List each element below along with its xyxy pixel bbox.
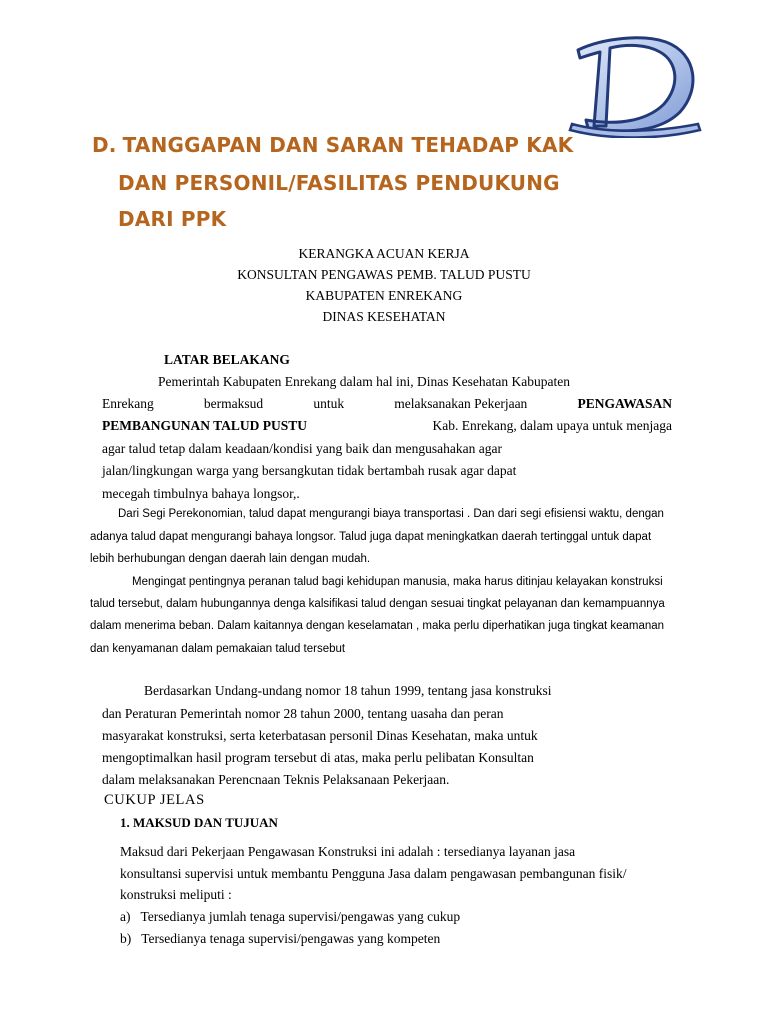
list-item-b <box>120 931 440 947</box>
section-heading-line-3: DARI PPK <box>118 207 227 231</box>
latar-line-6: mecegah timbulnya bahaya longsor,. <box>102 486 300 501</box>
letter-d-logo-icon <box>548 28 708 138</box>
latar-line-1: Pemerintah Kabupaten Enrekang dalam hal ini, Dinas Kesehatan Kabupaten <box>158 374 570 389</box>
heading-marker: D. <box>92 133 117 157</box>
list-marker-b: b) <box>120 931 132 946</box>
sans-b-line-2: talud tersebut, dalam hubungannya denga kalsifikasi talud dengan sesuai tingkat pelayanan dan kemampuannya <box>90 598 665 610</box>
title-line-4: DINAS KESEHATAN <box>322 309 446 324</box>
latar-bold-project: PEMBANGUNAN TALUD PUSTU <box>102 418 308 433</box>
list-marker-a: a) <box>120 909 131 924</box>
title-line-2: KONSULTAN PENGAWAS PEMB. TALUD PUSTU <box>237 267 531 282</box>
sans-b-line-4: dan kenyamanan dalam pemakaian talud tersebut <box>90 643 346 655</box>
latar-line-2 <box>102 396 672 412</box>
latar-heading: LATAR BELAKANG <box>164 352 290 367</box>
latar-line-4: agar talud tetap dalam keadaan/kondisi yang baik dan mengusahakan agar <box>102 441 502 456</box>
list-text-b: Tersedianya tenaga supervisi/pengawas yang kompeten <box>141 931 441 946</box>
section-heading-line-1 <box>92 133 573 157</box>
latar-line-3-rest: Kab. Enrekang, dalam upaya untuk menjaga <box>432 418 672 433</box>
latar-word-bold: PENGAWASAN <box>577 396 672 411</box>
maksud-line-3: konstruksi meliputi : <box>120 887 232 902</box>
maksud-line-1: Maksud dari Pekerjaan Pengawasan Konstruksi ini adalah : tersedianya layanan jasa <box>120 844 576 859</box>
title-line-3: KABUPATEN ENREKANG <box>305 288 463 303</box>
list-item-a <box>120 909 460 925</box>
heading-text-1: TANGGAPAN DAN SARAN TEHADAP KAK <box>122 133 574 157</box>
berdasarkan-line-3: masyarakat konstruksi, serta keterbatasan personil Dinas Kesehatan, maka untuk <box>102 728 538 743</box>
list-text-a: Tersedianya jumlah tenaga supervisi/pengawas yang cukup <box>140 909 461 924</box>
maksud-line-2: konsultansi supervisi untuk membantu Pengguna Jasa dalam pengawasan pembangunan fisik/ <box>120 866 627 881</box>
berdasarkan-line-2: dan Peraturan Pemerintah nomor 28 tahun 2000, tentang uasaha dan peran <box>102 706 504 721</box>
sans-a-line-2: adanya talud dapat mengurangi bahaya longsor. Talud juga dapat meningkatkan daerah tertinggal untuk dapat <box>90 531 652 543</box>
sans-b-line-1: Mengingat pentingnya peranan talud bagi kehidupan manusia, maka harus ditinjau kelayakan konstruksi <box>132 576 663 588</box>
berdasarkan-line-4: mengoptimalkan hasil program tersebut di atas, maka perlu pelibatan Konsultan <box>102 750 534 765</box>
sans-a-line-3: lebih berhubungan dengan daerah lain dengan mudah. <box>90 553 371 565</box>
latar-word: untuk <box>313 396 345 411</box>
maksud-heading: 1. MAKSUD DAN TUJUAN <box>120 815 278 830</box>
title-line-1: KERANGKA ACUAN KERJA <box>298 246 470 261</box>
sans-b-line-3: dalam menerima beban. Dalam kaitannya dengan keselamatan , maka perlu diperhatikan juga tingkat keamanan <box>90 620 665 632</box>
cukup-jelas-label: CUKUP JELAS <box>104 792 205 808</box>
section-heading-line-2: DAN PERSONIL/FASILITAS PENDUKUNG <box>118 171 560 195</box>
latar-word: melaksanakan Pekerjaan <box>394 396 528 411</box>
latar-line-5: jalan/lingkungan warga yang bersangkutan tidak bertambah rusak agar dapat <box>102 463 517 478</box>
latar-word: bermaksud <box>203 396 264 411</box>
berdasarkan-line-5: dalam melaksanakan Perencnaan Teknis Pelaksanaan Pekerjaan. <box>102 772 450 787</box>
latar-word: Enrekang <box>102 396 154 411</box>
sans-a-line-1: Dari Segi Perekonomian, talud dapat mengurangi biaya transportasi . Dan dari segi efisiensi waktu, dengan <box>118 508 664 520</box>
berdasarkan-line-1: Berdasarkan Undang-undang nomor 18 tahun 1999, tentang jasa konstruksi <box>144 683 552 698</box>
latar-line-3 <box>102 418 672 434</box>
